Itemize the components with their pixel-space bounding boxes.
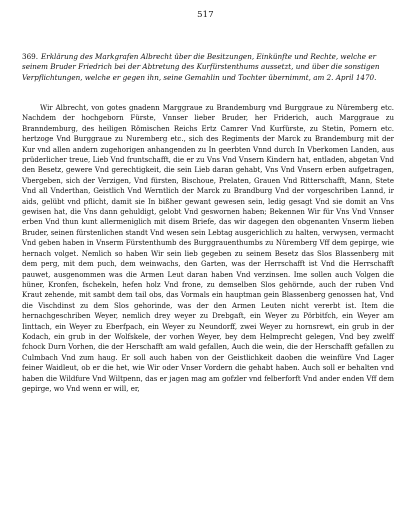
document-number: 369. — [22, 52, 39, 61]
document-body — [22, 103, 394, 394]
body-paragraph: Wir Albrecht, von gotes gnadenn Marggraue zu Brandemburg vnd Burggraue zu Nüremberg etc. Nachdem der hochgeborn Fürste, Vnnser lieber Bruder, her Friderich, auch Marggraue zu Branndemburg, des heiligen Römischen Reichs Ertz Camrer Vnd Kurfürste, zu Stetin, Pomern etc. hertzoge Vnd Burggraue zu Nuremberg etc., sich des Regiments der Marck zu Brandemburg mit der Kur vnd allen andern zugehorigen anhangenden zu In geerbten Vnnd durch In Vberkomen Landen, aus prüderlicher treue, Lieb Vnd fruntschafft, die er zu Vns Vnd Vnsern Kindern hat, entladen, abgetan Vnd den Besetz, gewere Vnd gerechtigkeit, die sein Lieb daran gehabt, Vns Vnd Vnsern erben aufgetragen, Vbergeben, sich der Verzigen, Vnd fürsten, Bischoue, Prelaten, Grauen Vnd Ritterschafft, Mann, Stete Vnd all Vnderthan, Geistlich Vnd Werntlich der Marck zu Brandburg Vnd der vorgeschriben Lannd, ir aids, gelübt vnd pflicht, damit sie In bißher gewant gewesen sein, ledig gesagt Vnd sie domit an Vns gewisen hat, die Vns dann gehuldigt, gelobt Vnd geswornen haben; Bekennen Wir für Vns Vnd Vnnser erben Vnd thun kunt allermeniglich mit disem Briefe, das wir dagegen den obgenanten Vnserm lieben Bruder, seinen fürstenlichen standt Vnd wesen sein Lebtag ausgerichlich zu halten, verwysen, vermacht Vnd geben haben in Vnserm Fürstenthumb des Burggrauenthumbs zu Nüremberg Vff dem gepirge, wie hernach volget. Nemlich so haben Wir sein lieb gegeben zu seinem Besetz das Slos Blassenberg mit dem perg, mit dem puch, dem weinwachs, den Garten, was der Herrschafft ist Vnd die Herrschafft pauwet, ausgenommen was die Armen Leut daran haben Vnd verzinsen. Ime sollen auch Volgen die hüner, Kronfen, fschekeln, hefen holz Vnd frone, zu demselben Slos gehörnde, auch der ruben Vnd Kraut zehende, mit sambt dem tail obs, das Vormals ein hauptman gein Blassenberg genossen hat, Vnd die Vischdinst zu dem Slos gehorinde, was der den Armen Leuten nicht vererbt ist. Item die hernachgeschriben Weyer, nemlich drey weyer zu Drebgaft, ein Weyer zu Pörbitfch, ein Weyer am Iinttach, ein Weyer zu Eberfpach, ein Weyer zu Neundorff, zwei Weyer zu hornsrewt, ein grub in der Kodach, ein grub in der Wolfskele, der vorhen Weyer, bey dem Helmprecht gelegen, Vnd bey zwelff fchock Durn Vorhen, die der Herschafft am wald gefallen, Auch die wein, die der Herschafft gefallen zu Culmbach Vnd zum haug. Er soll auch haben von der Geistlichkeit daoben die weinfüre Vnd Lager feiner Waidleut, ob er die het, wie Wir oder Vnser Vordern die gehabt haben. Auch soll er behalten vnd haben die Wildfure Vnd Wiltpenn, das er jagen mag am gofzler vnd felberforft Vnd ander enden Vff dem gepirge, wo Vnd wenn er will, er, — [22, 104, 394, 393]
document-heading — [22, 52, 394, 83]
heading-text: Erklärung des Markgrafen Albrecht über die Besitzungen, Einkünfte und Rechte, welche er seinem Bruder Friedrich bei der Abtretung des Kurfürstenthums aussetzt, und über die sonstigen Verpflichtungen, welche er gegen ihn, seine Gemahlin und Tochter übernimmt, am 2. April 1470. — [22, 52, 380, 82]
page-number: 517 — [197, 10, 214, 20]
